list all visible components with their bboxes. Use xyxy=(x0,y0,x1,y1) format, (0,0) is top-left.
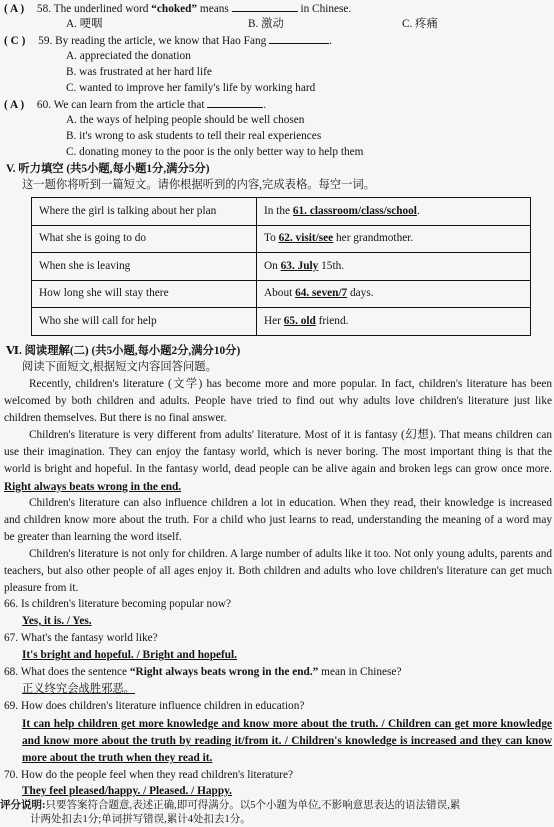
option-c: C. donating money to the poor is the only better way to help them xyxy=(66,146,364,158)
cell-prefix: In the xyxy=(264,204,291,217)
listening-row xyxy=(32,253,531,281)
question-58 xyxy=(4,1,351,17)
section-5-instruction: 这一题你将听到一篇短文。请你根据听到的内容,完成表格。每空一词。 xyxy=(22,179,376,191)
listening-question-cell: Who she will call for help xyxy=(32,308,257,336)
listening-row xyxy=(32,308,531,336)
answer-58: ( A ) xyxy=(4,3,25,15)
question-text: 68. What does the sentence xyxy=(4,666,128,678)
blank-number: 64. xyxy=(295,287,310,300)
filled-answer xyxy=(295,287,347,299)
answer-blank xyxy=(269,33,329,44)
fill-word: old xyxy=(300,314,316,327)
cell-prefix: On xyxy=(264,259,278,272)
question-68 xyxy=(4,665,401,680)
question-text: By reading the article, we know that Hao Fang xyxy=(55,35,267,47)
question-70: 70. How do the people feel when they read children's literature? xyxy=(4,769,294,781)
question-67: 67. What's the fantasy world like? xyxy=(4,632,158,644)
section-6-instruction: 阅读下面短文,根据短文内容回答问题。 xyxy=(22,361,217,373)
option-b: B. was frustrated at her hard life xyxy=(66,66,212,78)
scoring-note xyxy=(0,799,460,813)
answer-text: They feel pleased/happy. / Pleased. / Happy. xyxy=(22,785,232,797)
blank-number: 61. xyxy=(292,204,307,217)
answer-text: It's bright and hopeful. / Bright and hopeful. xyxy=(22,649,238,661)
cell-prefix: Her xyxy=(264,314,281,327)
answer-blank xyxy=(207,97,263,108)
question-69: 69. How does children's literature influence children in education? xyxy=(4,700,305,712)
question-text: mean in Chinese? xyxy=(321,666,402,678)
question-number: 59. xyxy=(38,35,53,47)
option-a: A. the ways of helping people should be well chosen xyxy=(66,114,305,126)
option-c: C. 疼痛 xyxy=(402,18,438,30)
question-text: The underlined word xyxy=(53,3,149,15)
answer-67 xyxy=(22,648,237,663)
option-a: A. 哽咽 xyxy=(66,18,103,30)
blank-number: 65. xyxy=(283,314,298,327)
listening-row xyxy=(32,280,531,308)
section-5-heading: V. 听力填空 (共5小题,每小题1分,满分5分) xyxy=(6,163,210,175)
cell-suffix: her grandmother. xyxy=(336,232,414,245)
cell-prefix: To xyxy=(264,232,276,245)
listening-table xyxy=(31,197,531,336)
answer-blank xyxy=(232,1,298,12)
question-66: 66. Is children's literature becoming popular now? xyxy=(4,598,231,610)
paragraph-3: Children's literature can also influence children a lot in education. When they read, their knowledge is increased and children know more about the truth. For a child who just learns to read, understanding the meaning of a word may be greater than learning the word itself. xyxy=(4,497,552,544)
quoted-word: “choked” xyxy=(151,3,198,15)
filled-answer xyxy=(279,232,334,244)
question-number: 60. xyxy=(36,99,52,111)
cell-suffix: . xyxy=(416,204,420,217)
listening-answer-cell xyxy=(257,225,531,253)
option-b: B. it's wrong to ask students to tell their real experiences xyxy=(66,130,322,142)
filled-answer xyxy=(284,315,316,327)
listening-answer-cell xyxy=(257,280,531,308)
paragraph-4: Children's literature is not only for children. A large number of adults like it too. Not only young adults, parents and teachers, but also other people of all ages enjoy it. Both children and adults who love children's literature can get much pleasure from it. xyxy=(4,548,552,595)
answer-68 xyxy=(22,682,135,697)
listening-answer-cell xyxy=(257,253,531,281)
scoring-text: 只要答案符合题意,表述正确,即可得满分。以5个小题为单位,不影响意思表达的语法错误,累 xyxy=(45,800,461,811)
filled-answer xyxy=(281,260,319,272)
fill-word: classroom/class/school xyxy=(309,204,417,217)
blank-number: 63. xyxy=(280,259,295,272)
listening-question-cell: When she is leaving xyxy=(32,253,257,281)
listening-question-cell: Where the girl is talking about her plan xyxy=(32,198,257,226)
question-59: ( C ) 59. By reading the article, we know that Hao Fang . xyxy=(4,35,332,47)
listening-row xyxy=(32,225,531,253)
question-number: 58. xyxy=(36,3,52,15)
paragraph-1: Recently, children's literature (文学) has become more and more popular. In fact, children's literature has been welcomed by both children and adults. People have tried to find out why adults love children's literature just like children themselves. But there is no final answer. xyxy=(4,378,552,425)
answer-69 xyxy=(22,716,552,768)
question-text: in Chinese. xyxy=(300,3,352,15)
option-b: B. 激动 xyxy=(248,18,284,30)
section-6-heading: Ⅵ. 阅读理解(二) (共5小题,每小题2分,满分10分) xyxy=(6,345,241,357)
answer-text: Yes, it is. / Yes. xyxy=(22,615,92,627)
cell-suffix: 15th. xyxy=(321,259,345,272)
listening-answer-cell xyxy=(257,198,531,226)
question-text: means xyxy=(199,3,229,15)
listening-question-cell: What she is going to do xyxy=(32,225,257,253)
filled-answer xyxy=(293,205,417,217)
listening-row xyxy=(32,198,531,226)
option-a: A. appreciated the donation xyxy=(66,50,191,62)
answer-66 xyxy=(22,614,92,629)
fill-word: seven/7 xyxy=(312,287,348,300)
cell-suffix: friend. xyxy=(318,314,349,327)
cell-prefix: About xyxy=(264,287,293,300)
question-text: We can learn from the article that xyxy=(53,99,205,111)
underlined-sentence: Right always beats wrong in the end. xyxy=(4,480,182,493)
answer-70 xyxy=(22,784,232,799)
answer-60: ( A ) xyxy=(4,99,25,111)
scoring-label: 评分说明: xyxy=(0,800,46,811)
listening-answer-cell xyxy=(257,308,531,336)
listening-question-cell: How long she will stay there xyxy=(32,280,257,308)
blank-number: 62. xyxy=(278,232,293,245)
answer-text: 正义终究会战胜邪恶。 xyxy=(22,683,135,695)
scoring-note-continued: 计两处扣去1分;单词拼写错误,累计4处扣去1分。 xyxy=(30,814,251,825)
quoted-sentence: “Right always beats wrong in the end.” xyxy=(129,666,319,678)
cell-suffix: days. xyxy=(350,287,374,300)
question-60: ( A ) 60. We can learn from the article that . xyxy=(4,99,267,111)
answer-text: It can help children get more knowledge and know more about the truth. / Children can get more knowledge and know more about the truth by reading it/from it. / Children's knowledge is increased and they can know more about the truth when they read it. xyxy=(22,718,552,765)
paragraph-2-text: Children's literature is very different from adults' literature. Most of it is fantasy (幻想). That means children can use their imagination. They can enjoy the fantasy world, which is never boring. The most important thing is that the world is bright and hopeful. In the fantasy world, dead people can be alive again and broken legs can grow once more. xyxy=(4,429,552,476)
fill-word: visit/see xyxy=(295,232,334,245)
fill-word: July xyxy=(297,259,319,272)
paragraph-2 xyxy=(4,427,552,496)
option-c: C. wanted to improve her family's life by working hard xyxy=(66,82,316,94)
answer-59: ( C ) xyxy=(4,35,26,47)
